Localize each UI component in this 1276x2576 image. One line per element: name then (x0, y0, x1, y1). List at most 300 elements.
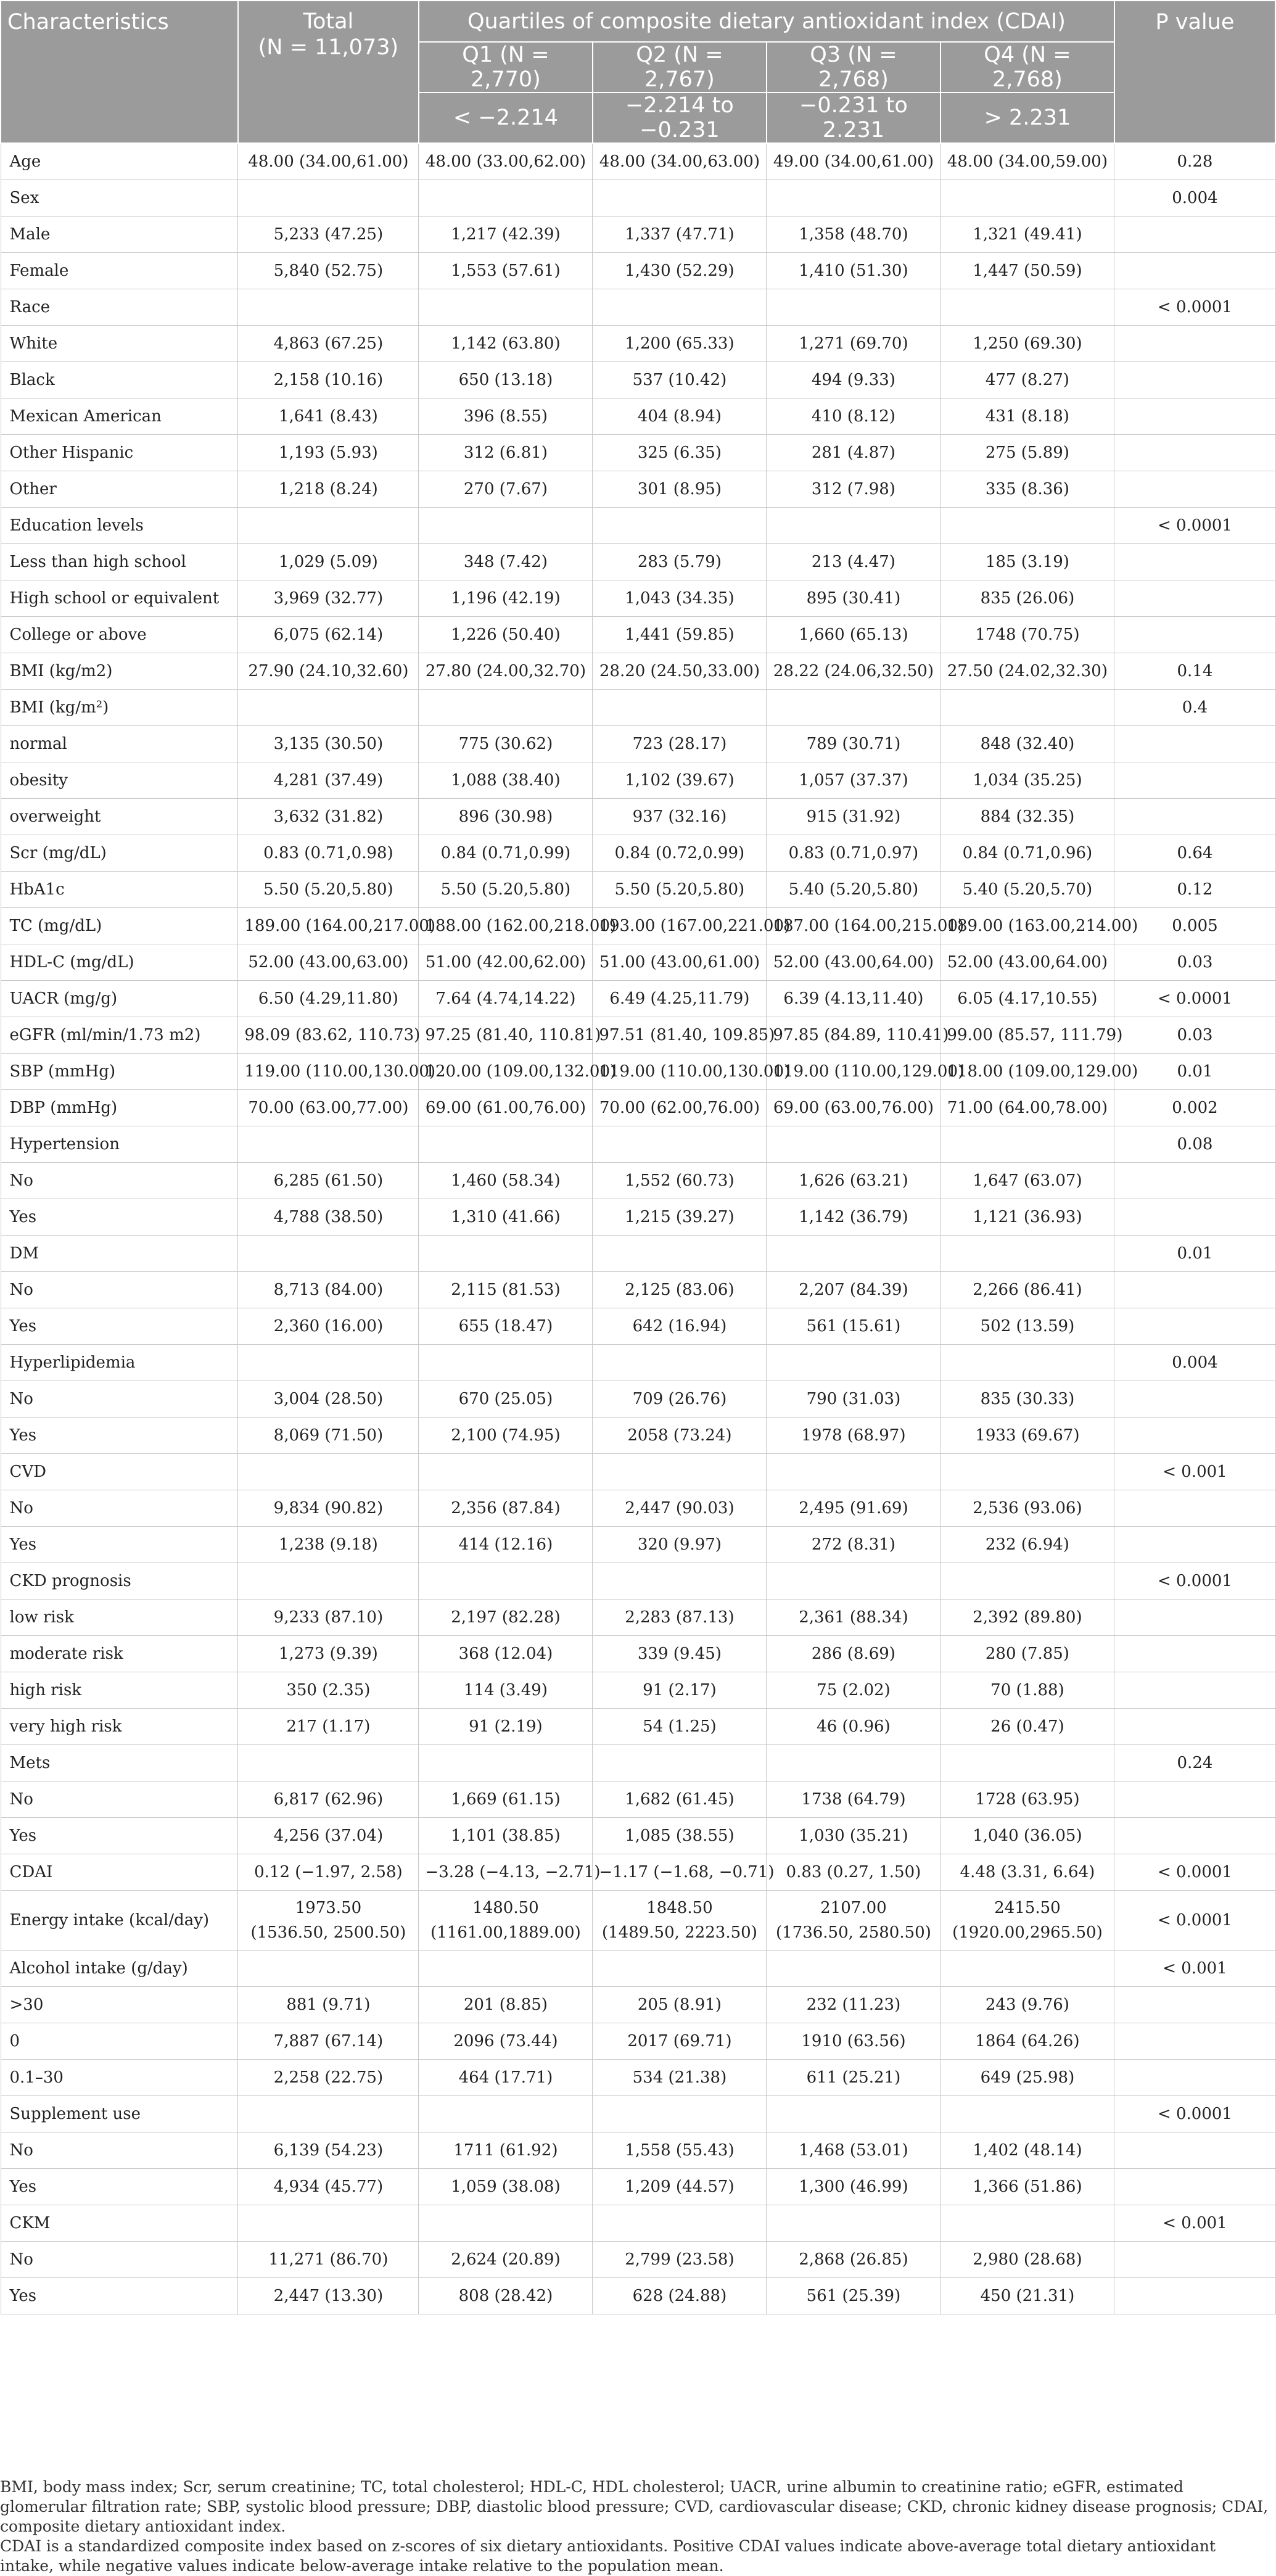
cell-q1: 1,142 (63.80) (419, 326, 593, 362)
cell-total: 4,863 (67.25) (238, 326, 419, 362)
row-label: Less than high school (1, 544, 238, 580)
cell-total (238, 1454, 419, 1490)
cell-q1: 2,100 (74.95) (419, 1418, 593, 1454)
section-row (1, 1345, 1275, 1381)
cell-total (238, 1236, 419, 1272)
cell-p-value (1114, 326, 1275, 362)
cell-total: 6,285 (61.50) (238, 1163, 419, 1199)
cell-q1: 1,059 (38.08) (419, 2169, 593, 2205)
cell-p-value (1114, 726, 1275, 762)
cell-total: 7,887 (67.14) (238, 2023, 419, 2060)
row-label: Race (1, 289, 238, 326)
cell-q2: 723 (28.17) (593, 726, 767, 762)
cell-q2: 119.00 (110.00,130.00) (593, 1054, 767, 1090)
cell-q4 (941, 2205, 1114, 2242)
cell-q1 (419, 1454, 593, 1490)
cell-q3 (767, 1236, 941, 1272)
cell-median: 2415.50 (994, 1899, 1061, 1917)
cell-total: 1,641 (8.43) (238, 398, 419, 435)
cell-q1: 27.80 (24.00,32.70) (419, 653, 593, 690)
cell-q2: 1,430 (52.29) (593, 253, 767, 289)
cell-total: 6.50 (4.29,11.80) (238, 981, 419, 1017)
table-row (1, 1600, 1275, 1636)
cell-q2: 2058 (73.24) (593, 1418, 767, 1454)
cell-p-value (1114, 1709, 1275, 1745)
cell-p-value: < 0.001 (1114, 1454, 1275, 1490)
cell-q1: 270 (7.67) (419, 471, 593, 508)
cell-p-value: < 0.0001 (1114, 1891, 1275, 1951)
section-row (1, 1563, 1275, 1600)
cell-q4: 2,392 (89.80) (941, 1600, 1114, 1636)
cell-p-value: 0.12 (1114, 872, 1275, 908)
cell-p-value (1114, 471, 1275, 508)
cell-p-value: 0.03 (1114, 1017, 1275, 1054)
q4-range: > 2.231 (941, 93, 1114, 143)
cell-q3 (767, 1891, 941, 1951)
cell-q3: 2,495 (91.69) (767, 1490, 941, 1527)
cell-p-value: 0.64 (1114, 835, 1275, 872)
cell-q1: 7.64 (4.74,14.22) (419, 981, 593, 1017)
row-label: Mets (1, 1745, 238, 1781)
cell-q3: 6.39 (4.13,11.40) (767, 981, 941, 1017)
table-row (1, 1418, 1275, 1454)
cell-total: 1,273 (9.39) (238, 1636, 419, 1672)
cell-total: 4,934 (45.77) (238, 2169, 419, 2205)
row-label: very high risk (1, 1709, 238, 1745)
cell-q4: 1,040 (36.05) (941, 1818, 1114, 1854)
cell-q2: 301 (8.95) (593, 471, 767, 508)
table-row (1, 1490, 1275, 1527)
table-row (1, 580, 1275, 617)
table-row (1, 1854, 1275, 1891)
table-row (1, 908, 1275, 944)
row-label: High school or equivalent (1, 580, 238, 617)
cell-median: 2107.00 (820, 1899, 887, 1917)
table-row (1, 2023, 1275, 2060)
cell-p-value (1114, 2242, 1275, 2278)
cell-q4: 2,536 (93.06) (941, 1490, 1114, 1527)
cell-p-value (1114, 435, 1275, 471)
cell-q2: 628 (24.88) (593, 2278, 767, 2314)
table-row (1, 872, 1275, 908)
q3-range: −0.231 to 2.231 (767, 93, 941, 143)
cell-p-value: 0.005 (1114, 908, 1275, 944)
cell-total: 0.83 (0.71,0.98) (238, 835, 419, 872)
cell-q4: 118.00 (109.00,129.00) (941, 1054, 1114, 1090)
cell-p-value (1114, 1199, 1275, 1236)
cell-total: 11,271 (86.70) (238, 2242, 419, 2278)
cell-total: 0.12 (−1.97, 2.58) (238, 1854, 419, 1891)
cell-total: 9,233 (87.10) (238, 1600, 419, 1636)
cell-q2: 1,043 (34.35) (593, 580, 767, 617)
cell-p-value: 0.01 (1114, 1054, 1275, 1090)
section-row (1, 1454, 1275, 1490)
cell-q4: 5.40 (5.20,5.70) (941, 872, 1114, 908)
cell-total (238, 1345, 419, 1381)
cell-p-value: 0.24 (1114, 1745, 1275, 1781)
cell-p-value (1114, 799, 1275, 835)
cell-q1: 896 (30.98) (419, 799, 593, 835)
cell-q4: 1,647 (63.07) (941, 1163, 1114, 1199)
cell-q1 (419, 1236, 593, 1272)
cell-q4: 477 (8.27) (941, 362, 1114, 398)
cell-p-value: < 0.0001 (1114, 289, 1275, 326)
cell-q3 (767, 2096, 941, 2132)
cell-q1: 312 (6.81) (419, 435, 593, 471)
table-row (1, 1163, 1275, 1199)
cell-p-value: < 0.0001 (1114, 981, 1275, 1017)
cell-p-value (1114, 253, 1275, 289)
row-label: Yes (1, 1527, 238, 1563)
cell-p-value (1114, 1308, 1275, 1345)
cell-q2: 2017 (69.71) (593, 2023, 767, 2060)
cell-p-value: < 0.001 (1114, 2205, 1275, 2242)
row-label: TC (mg/dL) (1, 908, 238, 944)
cell-q4: 884 (32.35) (941, 799, 1114, 835)
cell-p-value (1114, 1600, 1275, 1636)
cell-q1: 414 (12.16) (419, 1527, 593, 1563)
total-header-n: (N = 11,073) (258, 35, 399, 60)
cell-p-value: 0.004 (1114, 1345, 1275, 1381)
cell-q1: 5.50 (5.20,5.80) (419, 872, 593, 908)
table-row (1, 398, 1275, 435)
cell-q2: 205 (8.91) (593, 1987, 767, 2023)
cell-q4: 1728 (63.95) (941, 1781, 1114, 1818)
footnote-cdai-definition: CDAI is a standardized composite index based on z-scores of six dietary antioxidants. Positive CDAI values indicate above-average total dietary antioxidant intake, while negative values indicate below-average intake relative to the population mean. (0, 2537, 1216, 2575)
cell-p-value (1114, 1527, 1275, 1563)
cell-total (238, 2096, 419, 2132)
table-row (1, 253, 1275, 289)
cell-q3: 789 (30.71) (767, 726, 941, 762)
table-row (1, 653, 1275, 690)
cell-q4: 6.05 (4.17,10.55) (941, 981, 1114, 1017)
row-label: Yes (1, 2169, 238, 2205)
cell-total: 3,632 (31.82) (238, 799, 419, 835)
cell-total: 1,029 (5.09) (238, 544, 419, 580)
cell-q4 (941, 1745, 1114, 1781)
cell-q1: 396 (8.55) (419, 398, 593, 435)
cell-q3: 1738 (64.79) (767, 1781, 941, 1818)
table-row (1, 2132, 1275, 2169)
cell-q2: 537 (10.42) (593, 362, 767, 398)
cell-q2 (593, 289, 767, 326)
table-row (1, 2169, 1275, 2205)
cell-q3: 1,410 (51.30) (767, 253, 941, 289)
row-label: CDAI (1, 1854, 238, 1891)
cell-q4 (941, 1126, 1114, 1163)
table-row (1, 1017, 1275, 1054)
cell-p-value (1114, 2060, 1275, 2096)
cell-q2: −1.17 (−1.68, −0.71) (593, 1854, 767, 1891)
row-label: Hyperlipidemia (1, 1345, 238, 1381)
cell-q1: 655 (18.47) (419, 1308, 593, 1345)
cell-q3: 1,358 (48.70) (767, 217, 941, 253)
cell-q1 (419, 1126, 593, 1163)
cell-q2: 91 (2.17) (593, 1672, 767, 1709)
cell-total: 881 (9.71) (238, 1987, 419, 2023)
cell-q2: 325 (6.35) (593, 435, 767, 471)
row-label: Scr (mg/dL) (1, 835, 238, 872)
cell-q3: 232 (11.23) (767, 1987, 941, 2023)
cell-q1: 1711 (61.92) (419, 2132, 593, 2169)
cell-q1: 48.00 (33.00,62.00) (419, 143, 593, 180)
table-row (1, 471, 1275, 508)
cell-q3: 2,361 (88.34) (767, 1600, 941, 1636)
table-row (1, 1090, 1275, 1126)
cell-q1 (419, 508, 593, 544)
cell-q4: 335 (8.36) (941, 471, 1114, 508)
cell-p-value (1114, 544, 1275, 580)
cell-q2: 1,215 (39.27) (593, 1199, 767, 1236)
cell-p-value (1114, 617, 1275, 653)
cell-q2: 1,558 (55.43) (593, 2132, 767, 2169)
cell-p-value: < 0.0001 (1114, 1563, 1275, 1600)
cell-q4 (941, 289, 1114, 326)
cell-total (238, 289, 419, 326)
cell-q1: 1,088 (38.40) (419, 762, 593, 799)
row-label: Energy intake (kcal/day) (1, 1891, 238, 1951)
cell-p-value: 0.03 (1114, 944, 1275, 981)
cell-q1: −3.28 (−4.13, −2.71) (419, 1854, 593, 1891)
cell-q3 (767, 289, 941, 326)
cell-p-value (1114, 2278, 1275, 2314)
cell-q1: 2,356 (87.84) (419, 1490, 593, 1527)
table-row (1, 2278, 1275, 2314)
cell-q2: 1,682 (61.45) (593, 1781, 767, 1818)
cell-q4: 4.48 (3.31, 6.64) (941, 1854, 1114, 1891)
cell-q3 (767, 1126, 941, 1163)
row-label: White (1, 326, 238, 362)
cell-q2 (593, 1345, 767, 1381)
cell-q3: 49.00 (34.00,61.00) (767, 143, 941, 180)
cell-q4: 1,447 (50.59) (941, 253, 1114, 289)
cell-total: 8,713 (84.00) (238, 1272, 419, 1308)
row-label: No (1, 1272, 238, 1308)
section-row (1, 1236, 1275, 1272)
cell-q1 (419, 1745, 593, 1781)
table-footnotes (0, 2477, 1270, 2576)
cell-q4: 275 (5.89) (941, 435, 1114, 471)
cell-q2 (593, 180, 767, 217)
cell-total: 98.09 (83.62, 110.73) (238, 1017, 419, 1054)
cell-q4: 1,402 (48.14) (941, 2132, 1114, 2169)
cell-q2: 70.00 (62.00,76.00) (593, 1090, 767, 1126)
row-label: College or above (1, 617, 238, 653)
cell-q3 (767, 1345, 941, 1381)
cell-q4: 848 (32.40) (941, 726, 1114, 762)
row-label: Supplement use (1, 2096, 238, 2132)
cell-q4: 280 (7.85) (941, 1636, 1114, 1672)
cell-q4 (941, 1454, 1114, 1490)
table-row (1, 1987, 1275, 2023)
cell-q1 (419, 180, 593, 217)
cell-q3: 187.00 (164.00,215.00) (767, 908, 941, 944)
cell-q1 (419, 289, 593, 326)
table-row (1, 1272, 1275, 1308)
quartiles-header: Quartiles of composite dietary antioxidant index (CDAI) (419, 1, 1114, 42)
cell-q4: 48.00 (34.00,59.00) (941, 143, 1114, 180)
cell-q1: 91 (2.19) (419, 1709, 593, 1745)
cell-q3: 790 (31.03) (767, 1381, 941, 1418)
row-label: Yes (1, 1418, 238, 1454)
cell-q2: 6.49 (4.25,11.79) (593, 981, 767, 1017)
cell-q2: 97.51 (81.40, 109.85) (593, 1017, 767, 1054)
cell-q3: 52.00 (43.00,64.00) (767, 944, 941, 981)
cell-q2: 2,799 (23.58) (593, 2242, 767, 2278)
table-row (1, 1818, 1275, 1854)
cell-q1 (419, 1345, 593, 1381)
cell-q1: 1,196 (42.19) (419, 580, 593, 617)
cell-q3: 46 (0.96) (767, 1709, 941, 1745)
table-row (1, 762, 1275, 799)
cell-q3: 1,468 (53.01) (767, 2132, 941, 2169)
table-row (1, 326, 1275, 362)
cell-q4: 185 (3.19) (941, 544, 1114, 580)
cell-q2 (593, 1951, 767, 1987)
row-label: Male (1, 217, 238, 253)
q1-range: < −2.214 (419, 93, 593, 143)
cell-q3 (767, 180, 941, 217)
table-row (1, 1781, 1275, 1818)
row-label: Age (1, 143, 238, 180)
table-row (1, 217, 1275, 253)
table-row (1, 944, 1275, 981)
q1-header: Q1 (N = 2,770) (419, 42, 593, 93)
cell-median: 1480.50 (472, 1899, 539, 1917)
cell-total: 3,004 (28.50) (238, 1381, 419, 1418)
table-row (1, 1054, 1275, 1090)
table-row (1, 544, 1275, 580)
cell-total: 6,817 (62.96) (238, 1781, 419, 1818)
cell-q2: 2,447 (90.03) (593, 1490, 767, 1527)
cell-q1: 808 (28.42) (419, 2278, 593, 2314)
row-label: No (1, 1490, 238, 1527)
cell-q4: 99.00 (85.57, 111.79) (941, 1017, 1114, 1054)
cell-p-value: < 0.0001 (1114, 2096, 1275, 2132)
cell-q2 (593, 508, 767, 544)
cell-q1: 97.25 (81.40, 110.81) (419, 1017, 593, 1054)
table-row (1, 1709, 1275, 1745)
cell-q4: 0.84 (0.71,0.96) (941, 835, 1114, 872)
cell-q3: 561 (15.61) (767, 1308, 941, 1345)
table-row (1, 1308, 1275, 1345)
cell-q3: 119.00 (110.00,129.00) (767, 1054, 941, 1090)
cell-q4: 835 (30.33) (941, 1381, 1114, 1418)
cell-q4: 70 (1.88) (941, 1672, 1114, 1709)
cell-total: 5.50 (5.20,5.80) (238, 872, 419, 908)
row-label: BMI (kg/m2) (1, 653, 238, 690)
row-label: BMI (kg/m²) (1, 690, 238, 726)
row-label: CKM (1, 2205, 238, 2242)
cell-q3: 0.83 (0.27, 1.50) (767, 1854, 941, 1891)
cell-p-value (1114, 362, 1275, 398)
cell-p-value: 0.14 (1114, 653, 1275, 690)
cell-q1: 1,553 (57.61) (419, 253, 593, 289)
cell-q1 (419, 1951, 593, 1987)
cell-q1: 69.00 (61.00,76.00) (419, 1090, 593, 1126)
row-label: Yes (1, 1199, 238, 1236)
cell-q2: 937 (32.16) (593, 799, 767, 835)
q2-header: Q2 (N = 2,767) (593, 42, 767, 93)
cell-q2: 404 (8.94) (593, 398, 767, 435)
cell-total (238, 180, 419, 217)
cell-q4 (941, 1891, 1114, 1951)
cell-p-value: < 0.001 (1114, 1951, 1275, 1987)
footnote-abbreviations: BMI, body mass index; Scr, serum creatinine; TC, total cholesterol; HDL-C, HDL cholesterol; UACR, urine albumin to creatinine ratio; eGFR, estimated glomerular filtration rate; SBP, systolic blood pressure; DBP, diastolic blood pressure; CVD, cardiovascular disease; CKD, chronic kidney disease prognosis; CDAI, composite dietary antioxidant index. (0, 2478, 1269, 2535)
cell-q4: 2,980 (28.68) (941, 2242, 1114, 2278)
cell-p-value (1114, 1636, 1275, 1672)
cell-q2: 2,283 (87.13) (593, 1600, 767, 1636)
q2-range: −2.214 to −0.231 (593, 93, 767, 143)
cell-q1: 650 (13.18) (419, 362, 593, 398)
cell-total: 3,135 (30.50) (238, 726, 419, 762)
table-row (1, 362, 1275, 398)
cell-total: 5,233 (47.25) (238, 217, 419, 253)
section-row (1, 1951, 1275, 1987)
cell-q3: 1,057 (37.37) (767, 762, 941, 799)
cell-total: 217 (1.17) (238, 1709, 419, 1745)
section-row (1, 690, 1275, 726)
cell-q1 (419, 1891, 593, 1951)
cell-q2: 1,337 (47.71) (593, 217, 767, 253)
cell-q3: 1,030 (35.21) (767, 1818, 941, 1854)
cell-total: 4,256 (37.04) (238, 1818, 419, 1854)
cell-total: 1,218 (8.24) (238, 471, 419, 508)
cell-total: 8,069 (71.50) (238, 1418, 419, 1454)
cell-q3: 0.83 (0.71,0.97) (767, 835, 941, 872)
cell-total: 27.90 (24.10,32.60) (238, 653, 419, 690)
cell-q1: 775 (30.62) (419, 726, 593, 762)
cell-q2: 534 (21.38) (593, 2060, 767, 2096)
total-header-label: Total (303, 9, 354, 34)
cell-q2: 320 (9.97) (593, 1527, 767, 1563)
cell-median: 1973.50 (295, 1899, 362, 1917)
cell-q2: 1,209 (44.57) (593, 2169, 767, 2205)
cell-q1 (419, 2205, 593, 2242)
cell-q3: 1978 (68.97) (767, 1418, 941, 1454)
cell-p-value (1114, 1781, 1275, 1818)
cell-p-value (1114, 762, 1275, 799)
cell-q2 (593, 690, 767, 726)
cell-q3: 69.00 (63.00,76.00) (767, 1090, 941, 1126)
row-label: normal (1, 726, 238, 762)
cell-q1: 464 (17.71) (419, 2060, 593, 2096)
cell-total (238, 508, 419, 544)
cell-p-value (1114, 1490, 1275, 1527)
row-label: high risk (1, 1672, 238, 1709)
cell-q3: 1,300 (46.99) (767, 2169, 941, 2205)
row-label: DM (1, 1236, 238, 1272)
cell-q2: 1,441 (59.85) (593, 617, 767, 653)
cell-q4: 1933 (69.67) (941, 1418, 1114, 1454)
cell-q1: 2,624 (20.89) (419, 2242, 593, 2278)
cell-q2 (593, 2096, 767, 2132)
cell-total: 6,075 (62.14) (238, 617, 419, 653)
row-label: Education levels (1, 508, 238, 544)
cell-q3 (767, 508, 941, 544)
cell-q4: 502 (13.59) (941, 1308, 1114, 1345)
cell-p-value (1114, 580, 1275, 617)
cell-iqr: (1489.50, 2223.50) (601, 1923, 757, 1942)
cell-total: 52.00 (43.00,63.00) (238, 944, 419, 981)
row-label: HDL-C (mg/dL) (1, 944, 238, 981)
cell-q4 (941, 1236, 1114, 1272)
row-label: Mexican American (1, 398, 238, 435)
cell-q3: 75 (2.02) (767, 1672, 941, 1709)
cell-q1: 670 (25.05) (419, 1381, 593, 1418)
row-label: No (1, 1163, 238, 1199)
cell-total: 2,158 (10.16) (238, 362, 419, 398)
